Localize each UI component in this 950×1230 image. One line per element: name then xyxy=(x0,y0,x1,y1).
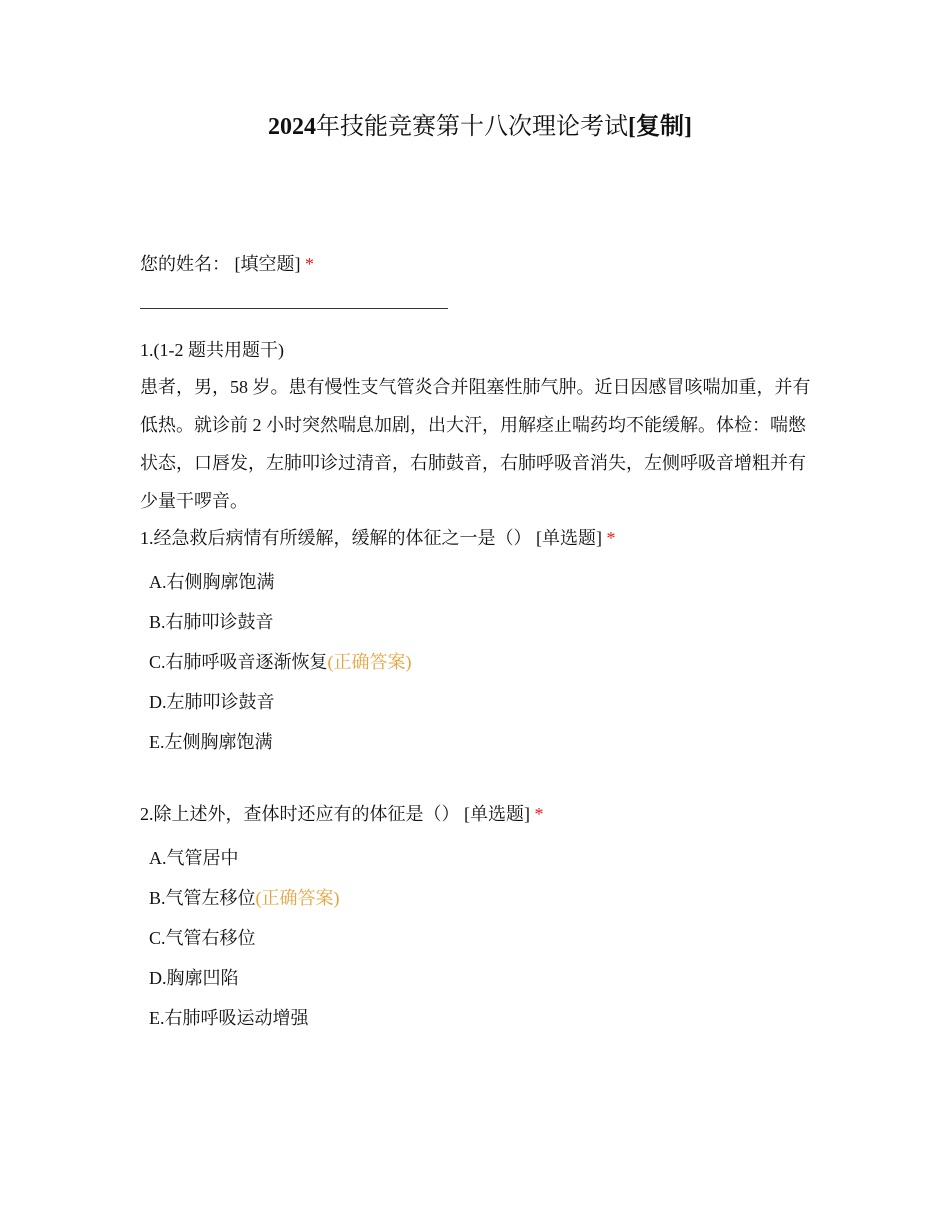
option-item[interactable] xyxy=(149,878,820,918)
title-suffix: [复制] xyxy=(628,114,692,140)
option-label: D.左肺叩诊鼓音 xyxy=(149,692,275,712)
title-text: 年技能竞赛第十八次理论考试 xyxy=(316,114,628,140)
option-item[interactable] xyxy=(149,642,820,682)
name-question-label: 您的姓名： xyxy=(140,254,230,274)
option-label: C.气管右移位 xyxy=(149,928,256,948)
option-item[interactable] xyxy=(149,722,820,762)
question-block xyxy=(140,798,820,1038)
option-item[interactable] xyxy=(149,918,820,958)
stem-intro: 1.(1-2 题共用题干) xyxy=(140,340,284,360)
option-item[interactable] xyxy=(149,958,820,998)
option-label: D.胸廓凹陷 xyxy=(149,968,239,988)
option-label: A.气管居中 xyxy=(149,848,239,868)
page-title xyxy=(0,110,950,144)
exam-content xyxy=(140,248,820,1038)
required-mark: * xyxy=(534,804,544,824)
option-label: E.右肺呼吸运动增强 xyxy=(149,1008,309,1028)
question-list xyxy=(140,522,820,1038)
question-text xyxy=(140,522,820,554)
option-item[interactable] xyxy=(149,562,820,602)
option-label: C.右肺呼吸音逐渐恢复 xyxy=(149,652,328,672)
question-type: [单选题] xyxy=(464,804,530,824)
stem-text: 患者，男，58 岁。患有慢性支气管炎合并阻塞性肺气肿。近日因感冒咳喘加重，并有低热。就诊前 2 小时突然喘息加剧，出大汗，用解痉止喘药均不能缓解。体检：喘憋状态，口唇发，左肺叩诊过清音，右肺鼓音，右肺呼吸音消失，左侧呼吸音增粗并有少量干啰音。 xyxy=(140,377,811,511)
option-item[interactable] xyxy=(149,602,820,642)
option-item[interactable] xyxy=(149,998,820,1038)
option-item[interactable] xyxy=(149,838,820,878)
question-block xyxy=(140,522,820,762)
option-item[interactable] xyxy=(149,682,820,722)
name-question xyxy=(140,248,820,280)
correct-answer-badge: (正确答案) xyxy=(255,888,340,908)
option-label: A.右侧胸廓饱满 xyxy=(149,572,275,592)
required-mark: * xyxy=(305,254,314,274)
name-question-type: [填空题] xyxy=(234,254,301,274)
title-year: 2024 xyxy=(268,114,316,140)
option-list xyxy=(149,838,820,1038)
correct-answer-badge: (正确答案) xyxy=(327,652,412,672)
required-mark: * xyxy=(606,528,616,548)
option-label: E.左侧胸廓饱满 xyxy=(149,732,273,752)
question-label: 2.除上述外，查体时还应有的体征是（） xyxy=(140,804,460,824)
option-label: B.气管左移位 xyxy=(149,888,256,908)
question-text xyxy=(140,798,820,830)
option-list xyxy=(149,562,820,762)
name-answer-line[interactable] xyxy=(140,308,448,309)
question-label: 1.经急救后病情有所缓解，缓解的体征之一是（） xyxy=(140,528,532,548)
question-type: [单选题] xyxy=(536,528,602,548)
option-label: B.右肺叩诊鼓音 xyxy=(149,612,274,632)
